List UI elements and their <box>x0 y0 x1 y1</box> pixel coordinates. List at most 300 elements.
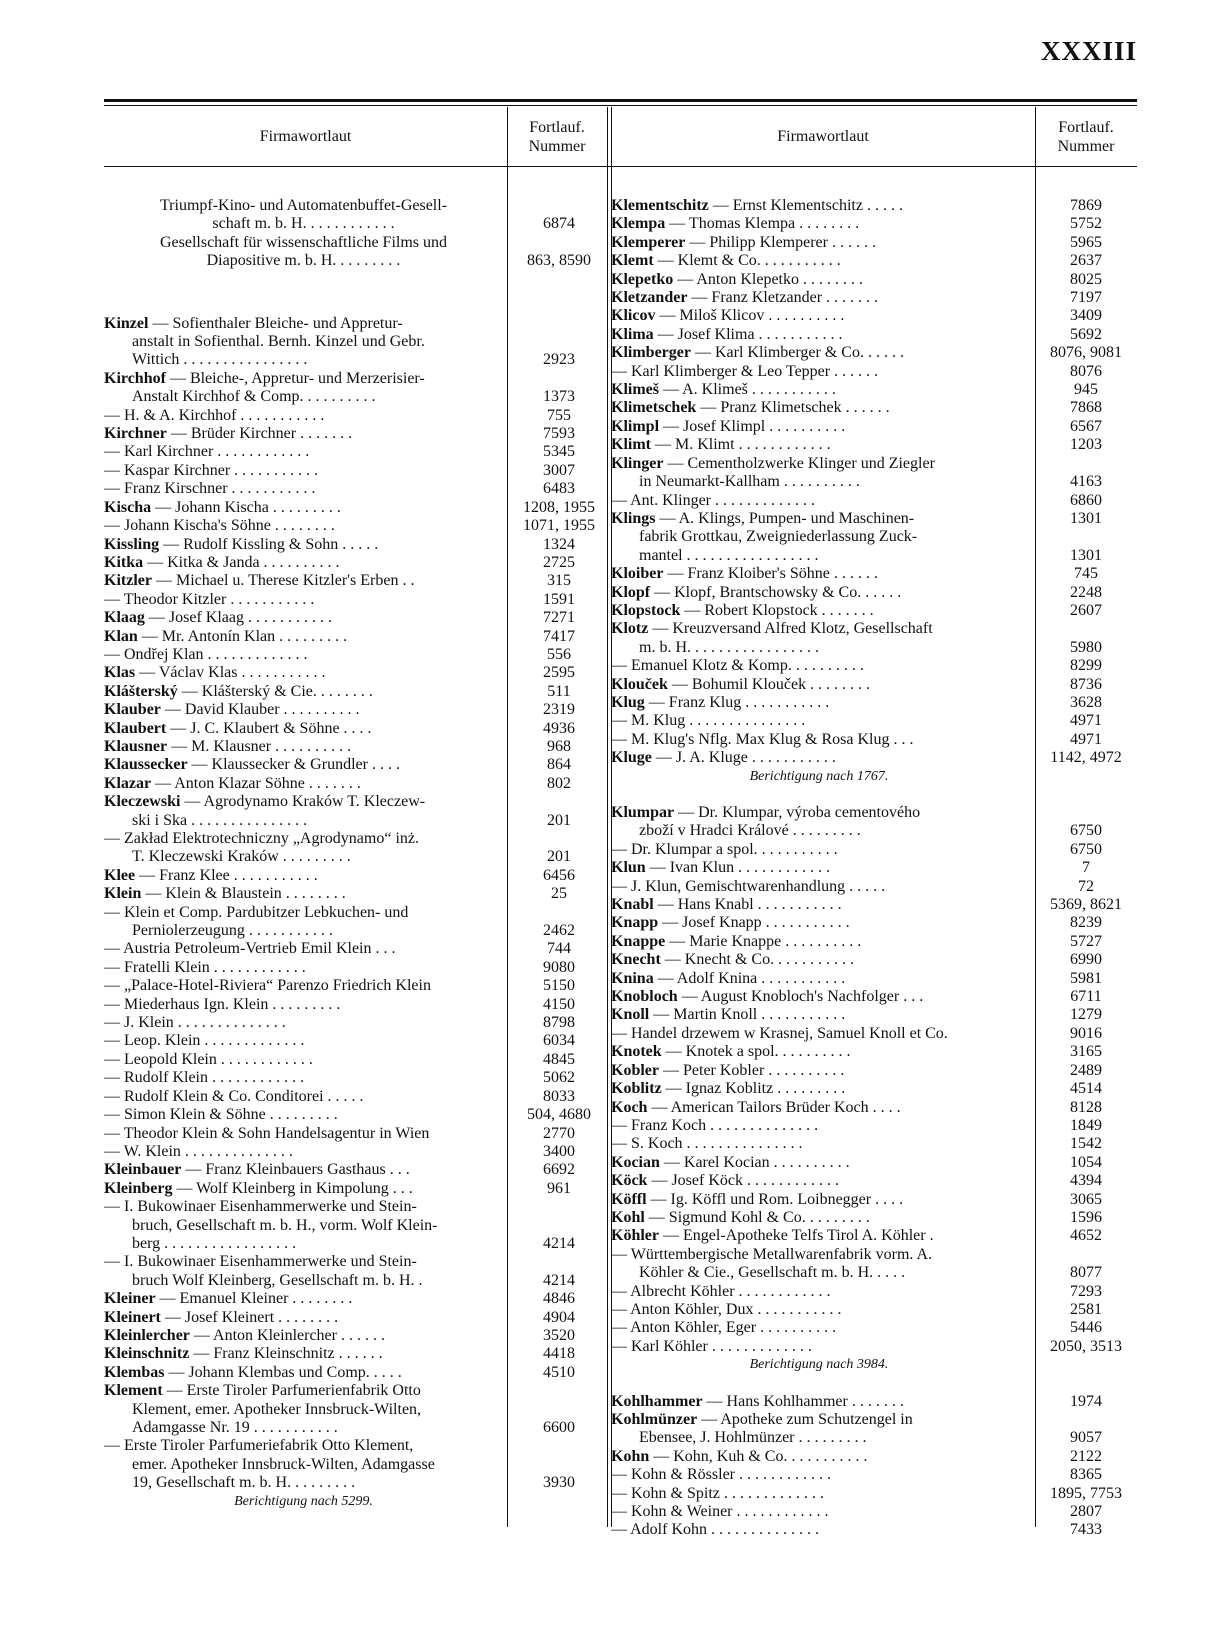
running-number: 504, 4680 <box>527 1106 591 1124</box>
running-number <box>511 315 607 333</box>
firm-name: — W. Klein . . . . . . . . . . . . . . <box>104 1142 293 1160</box>
table-row <box>104 775 607 793</box>
firm-name: Klimberger — Karl Klimberger & Co. . . . . . <box>611 344 904 362</box>
running-number <box>511 234 607 252</box>
table-row <box>611 547 1137 565</box>
running-number: 6567 <box>1070 417 1102 435</box>
table-row <box>104 940 607 958</box>
running-number: 2248 <box>1070 583 1102 601</box>
running-number <box>511 1217 607 1235</box>
right-column <box>611 107 1137 1539</box>
running-number <box>1035 804 1137 822</box>
running-number: 4150 <box>543 995 575 1013</box>
firm-keyword: Klun <box>611 859 646 877</box>
firm-name: — I. Bukowinaer Eisenhammerwerke und Stein- <box>104 1253 417 1271</box>
firm-keyword: Kletzander <box>611 289 688 307</box>
table-row <box>611 252 1137 270</box>
firm-keyword: Klepetko <box>611 270 674 288</box>
firm-name: Wittich . . . . . . . . . . . . . . . . <box>132 351 308 369</box>
firm-keyword: Kirchner <box>104 425 167 443</box>
table-row <box>611 1411 1137 1429</box>
firm-name: Klimpl — Josef Klimpl . . . . . . . . . . <box>611 417 846 435</box>
firm-name: — Karl Köhler . . . . . . . . . . . . . <box>611 1337 812 1355</box>
firm-keyword: Klings <box>611 509 656 527</box>
table-row <box>611 418 1137 436</box>
firm-keyword: Kobler <box>611 1061 659 1079</box>
firm-name: Klun — Ivan Klun . . . . . . . . . . . . <box>611 859 831 877</box>
running-number: 8736 <box>1070 675 1102 693</box>
table-row <box>104 1419 607 1437</box>
firm-name: Ebensee, J. Hohlmünzer . . . . . . . . . <box>639 1429 867 1447</box>
running-number: 1324 <box>543 535 575 553</box>
table-row <box>611 528 1137 546</box>
running-number: 4394 <box>1070 1172 1102 1190</box>
firm-keyword: Kleinbauer <box>104 1161 182 1179</box>
table-row <box>611 584 1137 602</box>
running-number: 9080 <box>543 958 575 976</box>
table-row <box>104 1088 607 1106</box>
firm-name: — Rudolf Klein & Co. Conditorei . . . . . <box>104 1087 364 1105</box>
table-row <box>104 1125 607 1143</box>
running-number: 864 <box>547 756 571 774</box>
running-number: 201 <box>547 811 571 829</box>
firm-name: — Miederhaus Ign. Klein . . . . . . . . . <box>104 995 341 1013</box>
table-row <box>611 1209 1137 1227</box>
table-row <box>104 959 607 977</box>
firm-name: Adamgasse Nr. 19 . . . . . . . . . . . <box>132 1419 338 1436</box>
table-row <box>611 399 1137 417</box>
table-row <box>104 628 607 646</box>
firm-name: — Handel drzewem w Krasnej, Samuel Knoll et Co. <box>611 1024 948 1042</box>
table-row <box>104 315 607 333</box>
firm-name: — Kohn & Spitz . . . . . . . . . . . . . <box>611 1484 824 1502</box>
table-row <box>611 381 1137 399</box>
firm-name: — Adolf Kohn . . . . . . . . . . . . . . <box>611 1521 819 1539</box>
firm-name: schaft m. b. H. . . . . . . . . . . . <box>212 215 395 233</box>
firm-name: Klempa — Thomas Klempa . . . . . . . . <box>611 215 860 233</box>
firm-name: — Leopold Klein . . . . . . . . . . . . <box>104 1050 313 1068</box>
firm-name: Köhler & Cie., Gesellschaft m. b. H. . . . . <box>639 1264 906 1282</box>
running-number: 4418 <box>543 1345 575 1363</box>
running-number: 4652 <box>1070 1227 1102 1245</box>
firm-name: Klopf — Klopf, Brantschowsky & Co. . . . . . <box>611 583 902 601</box>
firm-name: — Emanuel Klotz & Komp. . . . . . . . . . <box>611 657 864 675</box>
firm-name: fabrik Grottkau, Zweigniederlassung Zuck- <box>639 528 918 546</box>
running-number: 6483 <box>543 480 575 498</box>
table-row <box>611 363 1137 381</box>
firm-keyword: Klas <box>104 664 136 682</box>
running-number: 6692 <box>543 1161 575 1179</box>
running-number: 2122 <box>1070 1447 1102 1465</box>
table-row <box>104 646 607 664</box>
firm-keyword: Klicov <box>611 307 656 325</box>
firm-name: Kocian — Karel Kocian . . . . . . . . . . <box>611 1153 850 1171</box>
running-number: 7271 <box>543 609 575 627</box>
table-row <box>104 1474 607 1492</box>
running-number: 5150 <box>543 977 575 995</box>
firm-name: Klášterský — Klášterský & Cie. . . . . . . . <box>104 682 373 700</box>
firm-name: 19, Gesellschaft m. b. H. . . . . . . . . <box>132 1474 356 1492</box>
firm-name: — Johann Kischa's Söhne . . . . . . . . <box>104 517 335 535</box>
firm-keyword: Knina <box>611 969 654 987</box>
firm-name: Klemperer — Philipp Klemperer . . . . . . <box>611 233 876 251</box>
running-number: 8239 <box>1070 914 1102 932</box>
table-row <box>611 1521 1137 1539</box>
running-number <box>1035 455 1137 473</box>
firm-keyword: Kischa <box>104 498 152 516</box>
firm-name: Klaussecker — Klaussecker & Grundler . . . . <box>104 756 400 774</box>
running-number: 961 <box>547 1179 571 1197</box>
running-number: 5981 <box>1070 969 1102 987</box>
firm-name: — J. Klun, Gemischtwarenhandlung . . . . . <box>611 877 886 895</box>
firm-keyword: Klaussecker <box>104 756 188 774</box>
table-row <box>104 370 607 388</box>
running-number: 1301 <box>1070 546 1102 564</box>
table-row <box>611 804 1137 822</box>
firm-keyword: Klee <box>104 866 136 884</box>
running-number: 4846 <box>543 1290 575 1308</box>
running-number: 4971 <box>1070 730 1102 748</box>
running-number: 8025 <box>1070 270 1102 288</box>
firm-name: Klee — Franz Klee . . . . . . . . . . . <box>104 866 318 884</box>
table-row <box>104 1235 607 1253</box>
table-row <box>104 1051 607 1069</box>
firm-keyword: Klumpar <box>611 804 675 821</box>
firm-name: Klumpar — Dr. Klumpar, výroba cementového <box>611 804 921 821</box>
spacer <box>611 786 1137 804</box>
firm-name: — Erste Tiroler Parfumeriefabrik Otto Klement, <box>104 1437 414 1455</box>
firm-keyword: Klimpl <box>611 417 660 435</box>
running-number: 1849 <box>1070 1116 1102 1134</box>
running-number: 3400 <box>543 1142 575 1160</box>
firm-name: ski i Ska . . . . . . . . . . . . . . . <box>132 811 308 829</box>
table-row <box>104 1456 607 1474</box>
table-row <box>104 499 607 517</box>
firm-name: Knobloch — August Knobloch's Nachfolger . . . <box>611 988 924 1006</box>
firm-keyword: Klembas <box>104 1363 165 1381</box>
firm-name: Kluge — J. A. Kluge . . . . . . . . . . . <box>611 749 836 767</box>
table-row <box>611 1503 1137 1521</box>
running-number: 5692 <box>1070 325 1102 343</box>
table-row <box>611 1283 1137 1301</box>
running-number: 6990 <box>1070 951 1102 969</box>
firm-name: Klas — Václav Klas . . . . . . . . . . . <box>104 664 326 682</box>
firm-keyword: Kohlhammer <box>611 1392 703 1410</box>
firm-keyword: Klinger <box>611 454 664 472</box>
running-number: 315 <box>547 572 571 590</box>
firm-name: berg . . . . . . . . . . . . . . . . . <box>132 1234 297 1252</box>
right-entries <box>611 197 1137 1540</box>
firm-keyword: Klauber <box>104 701 161 719</box>
running-number: 2489 <box>1070 1061 1102 1079</box>
running-number: 1203 <box>1070 436 1102 454</box>
firm-name: Klings — A. Klings, Pumpen- und Maschinen- <box>611 509 915 527</box>
firm-name: Kissling — Rudolf Kissling & Sohn . . . . . <box>104 535 379 553</box>
running-number: 8128 <box>1070 1098 1102 1116</box>
table-row <box>611 1466 1137 1484</box>
table-row <box>611 933 1137 951</box>
table-row <box>104 407 607 425</box>
firm-name: Knina — Adolf Knina . . . . . . . . . . . <box>611 969 846 987</box>
firm-name: Knoll — Martin Knoll . . . . . . . . . . . <box>611 1006 846 1024</box>
firm-name: — Albrecht Köhler . . . . . . . . . . . . <box>611 1282 831 1300</box>
running-number: 6711 <box>1070 988 1102 1006</box>
table-row <box>104 572 607 590</box>
firm-name: — Kohn & Weiner . . . . . . . . . . . . <box>611 1503 829 1521</box>
header-nummer-text-left: Nummer <box>528 137 586 155</box>
firm-name: Klimetschek — Pranz Klimetschek . . . . . . <box>611 399 890 417</box>
running-number <box>511 830 607 848</box>
table-row <box>104 977 607 995</box>
table-row <box>104 1401 607 1419</box>
table-row <box>104 333 607 351</box>
top-rule-thin <box>104 105 1137 106</box>
firm-name: Knappe — Marie Knappe . . . . . . . . . . <box>611 932 862 950</box>
table-row <box>611 234 1137 252</box>
running-number: 4971 <box>1070 712 1102 730</box>
running-number: 863, 8590 <box>527 252 591 270</box>
firm-name: Kletzander — Franz Kletzander . . . . . . . <box>611 289 879 307</box>
firm-name: zboží v Hradci Králové . . . . . . . . . <box>639 822 861 840</box>
firm-keyword: Kohlmünzer <box>611 1411 698 1428</box>
firm-name: Klouček — Bohumil Klouček . . . . . . . . <box>611 675 871 693</box>
table-row <box>104 1198 607 1216</box>
firm-keyword: Köck <box>611 1172 648 1190</box>
firm-name: Kleinert — Josef Kleinert . . . . . . . . <box>104 1308 339 1326</box>
table-row <box>104 1327 607 1345</box>
table-row <box>611 344 1137 362</box>
firm-keyword: Klan <box>104 627 138 645</box>
table-row <box>611 1429 1137 1447</box>
table-row <box>611 859 1137 877</box>
firm-keyword: Knapp <box>611 914 659 932</box>
firm-keyword: Knabl <box>611 896 654 914</box>
firm-name: Klazar — Anton Klazar Söhne . . . . . . . <box>104 774 361 792</box>
firm-keyword: Klempa <box>611 215 666 233</box>
table-row <box>611 749 1137 767</box>
running-number: 4510 <box>543 1363 575 1381</box>
running-number: 4845 <box>543 1050 575 1068</box>
firm-name: Klicov — Miloš Klicov . . . . . . . . . . <box>611 307 845 325</box>
table-row <box>104 867 607 885</box>
firm-name: — Karl Kirchner . . . . . . . . . . . . <box>104 443 310 461</box>
firm-name: Kleinlercher — Anton Kleinlercher . . . . . . <box>104 1326 385 1344</box>
table-row <box>104 609 607 627</box>
firm-name: T. Kleczewski Kraków . . . . . . . . . <box>132 848 351 866</box>
firm-name: Kohlhammer — Hans Kohlhammer . . . . . . . <box>611 1392 904 1410</box>
firm-name: Koch — American Tailors Brüder Koch . . . . <box>611 1098 901 1116</box>
firm-name: Köck — Josef Köck . . . . . . . . . . . . <box>611 1172 839 1190</box>
top-rule-thick <box>104 99 1137 102</box>
firm-keyword: Kitka <box>104 553 144 571</box>
running-number: 1208, 1955 <box>523 498 595 516</box>
firm-name: Kohl — Sigmund Kohl & Co. . . . . . . . . <box>611 1208 870 1226</box>
running-number: 4163 <box>1070 473 1102 491</box>
firm-keyword: Klimberger <box>611 344 691 362</box>
table-row <box>104 1345 607 1363</box>
running-number: 745 <box>1074 565 1098 583</box>
correction-note: Berichtigung nach 5299. <box>234 1493 373 1509</box>
running-number: 5345 <box>543 443 575 461</box>
running-number <box>511 1198 607 1216</box>
left-entries <box>104 197 607 1511</box>
firm-keyword: Klášterský <box>104 682 178 700</box>
table-row <box>104 215 607 233</box>
firm-name: — Ondřej Klan . . . . . . . . . . . . . <box>104 645 308 663</box>
firm-keyword: Kleiner <box>104 1290 156 1308</box>
firm-name: anstalt in Sofienthal. Bernh. Kinzel und Gebr. <box>132 333 425 351</box>
running-number: 8033 <box>543 1087 575 1105</box>
running-number: 5369, 8621 <box>1050 896 1122 914</box>
running-number: 3628 <box>1070 693 1102 711</box>
running-number: 2581 <box>1070 1300 1102 1318</box>
running-number: 5752 <box>1070 215 1102 233</box>
table-row <box>611 878 1137 896</box>
table-row <box>611 1043 1137 1061</box>
firm-keyword: Knotek <box>611 1043 662 1061</box>
table-row <box>104 1364 607 1382</box>
firm-name: mantel . . . . . . . . . . . . . . . . . <box>639 546 819 564</box>
firm-keyword: Klopstock <box>611 601 681 619</box>
running-number: 8798 <box>543 1014 575 1032</box>
table-row <box>104 252 607 270</box>
running-number: 4214 <box>543 1271 575 1289</box>
running-number: 744 <box>547 940 571 958</box>
firm-name: — Simon Klein & Söhne . . . . . . . . . <box>104 1106 338 1124</box>
firm-keyword: Klein <box>104 885 142 903</box>
running-number <box>511 1437 607 1455</box>
table-row <box>611 1485 1137 1503</box>
table-row <box>611 271 1137 289</box>
running-number: 4214 <box>543 1234 575 1252</box>
table-row <box>611 1448 1137 1466</box>
spacer <box>104 271 607 315</box>
firm-name: Klembas — Johann Klembas und Comp. . . . . <box>104 1363 402 1381</box>
header-fortlauf-left: Fortlauf. <box>529 118 585 136</box>
running-number <box>511 197 607 215</box>
table-row <box>104 443 607 461</box>
running-number: 7869 <box>1070 197 1102 214</box>
running-number: 2595 <box>543 664 575 682</box>
firm-name: — Klein et Comp. Pardubitzer Lebkuchen- und <box>104 903 409 921</box>
running-number <box>511 1401 607 1419</box>
table-row <box>611 602 1137 620</box>
firm-name: in Neumarkt-Kallham . . . . . . . . . . <box>639 473 860 491</box>
table-row <box>104 351 607 369</box>
table-row <box>104 554 607 572</box>
firm-name: Klinger — Cementholzwerke Klinger und Ziegler <box>611 454 935 472</box>
firm-name: — „Palace-Hotel-Riviera“ Parenzo Friedrich Klein <box>104 977 431 995</box>
firm-keyword: Kleinschnitz <box>104 1345 190 1363</box>
firm-name: Gesellschaft für wissenschaftliche Films und <box>159 233 448 251</box>
firm-name: Klepetko — Anton Klepetko . . . . . . . . <box>611 270 863 288</box>
firm-name: Klausner — M. Klausner . . . . . . . . . . <box>104 737 352 755</box>
firm-name: Klemt — Klemt & Co. . . . . . . . . . . <box>611 252 841 270</box>
table-row <box>611 473 1137 491</box>
table-row <box>611 1154 1137 1172</box>
firm-name: Knotek — Knotek a spol. . . . . . . . . . <box>611 1043 851 1061</box>
firm-keyword: Kissling <box>104 535 160 553</box>
firm-name: m. b. H. . . . . . . . . . . . . . . . . <box>639 638 819 656</box>
table-row <box>611 1025 1137 1043</box>
firm-keyword: Kocian <box>611 1153 660 1171</box>
table-row <box>104 701 607 719</box>
table-row <box>104 1290 607 1308</box>
running-number: 1142, 4972 <box>1050 749 1122 767</box>
table-row <box>104 848 607 866</box>
running-number: 8076 <box>1070 362 1102 380</box>
firm-name: Klimeš — A. Klimeš . . . . . . . . . . . <box>611 381 836 399</box>
firm-name: Klima — Josef Klima . . . . . . . . . . . <box>611 325 843 343</box>
running-number: 8077 <box>1070 1264 1102 1282</box>
table-row <box>611 1062 1137 1080</box>
firm-keyword: Kitzler <box>104 572 152 590</box>
table-row <box>611 896 1137 914</box>
running-number: 3165 <box>1070 1043 1102 1061</box>
running-number <box>1035 1411 1137 1429</box>
table-row <box>104 425 607 443</box>
firm-keyword: Klotz <box>611 620 649 638</box>
table-row <box>611 455 1137 473</box>
firm-name: Klementschitz — Ernst Klementschitz . . . . . <box>611 197 903 214</box>
running-number: 802 <box>547 774 571 792</box>
firm-name: — S. Koch . . . . . . . . . . . . . . . <box>611 1135 803 1153</box>
firm-keyword: Knobloch <box>611 988 678 1006</box>
firm-name: Triumpf-Kino- und Automatenbuffet-Gesell- <box>159 197 448 214</box>
running-number: 5965 <box>1070 233 1102 251</box>
running-number: 1373 <box>543 388 575 406</box>
running-number: 6874 <box>543 215 575 233</box>
table-row <box>104 388 607 406</box>
firm-keyword: Kinzel <box>104 314 149 332</box>
firm-name: Kirchhof — Bleiche-, Appretur- und Merzerisier- <box>104 369 425 387</box>
firm-name: — Kohn & Rössler . . . . . . . . . . . . <box>611 1466 831 1484</box>
table-row <box>104 1309 607 1327</box>
firm-name: — M. Klug . . . . . . . . . . . . . . . <box>611 712 806 730</box>
table-row <box>611 914 1137 932</box>
table-row <box>611 951 1137 969</box>
running-number: 6600 <box>543 1419 575 1436</box>
running-number: 2807 <box>1070 1503 1102 1521</box>
firm-name: Kobler — Peter Kobler . . . . . . . . . . <box>611 1061 845 1079</box>
firm-name: Kirchner — Brüder Kirchner . . . . . . . <box>104 425 353 443</box>
firm-name: Klaag — Josef Klaag . . . . . . . . . . . <box>104 609 332 627</box>
table-row <box>611 289 1137 307</box>
running-number: 556 <box>547 645 571 663</box>
table-row <box>611 197 1137 215</box>
running-number: 2050, 3513 <box>1050 1337 1122 1355</box>
firm-name: — Leop. Klein . . . . . . . . . . . . . <box>104 1032 305 1050</box>
running-number: 9057 <box>1070 1429 1102 1447</box>
firm-name: — Ant. Klinger . . . . . . . . . . . . . <box>611 491 815 509</box>
firm-name: — Kaspar Kirchner . . . . . . . . . . . <box>104 461 319 479</box>
firm-keyword: Klemperer <box>611 233 686 251</box>
table-row <box>611 1099 1137 1117</box>
firm-keyword: Klima <box>611 325 654 343</box>
table-row <box>611 565 1137 583</box>
column-divider-left <box>607 107 608 1527</box>
running-number: 1301 <box>1070 509 1102 527</box>
table-row <box>611 1338 1137 1356</box>
table-row <box>611 1356 1137 1374</box>
firm-name: Kohlmünzer — Apotheke zum Schutzengel in <box>611 1411 913 1428</box>
table-row <box>104 720 607 738</box>
firm-keyword: Köhler <box>611 1227 659 1245</box>
table-row <box>104 885 607 903</box>
firm-name: Kischa — Johann Kischa . . . . . . . . . <box>104 498 341 516</box>
firm-name: Kitzler — Michael u. Therese Kitzler's Erben . . <box>104 572 415 590</box>
table-row <box>104 812 607 830</box>
